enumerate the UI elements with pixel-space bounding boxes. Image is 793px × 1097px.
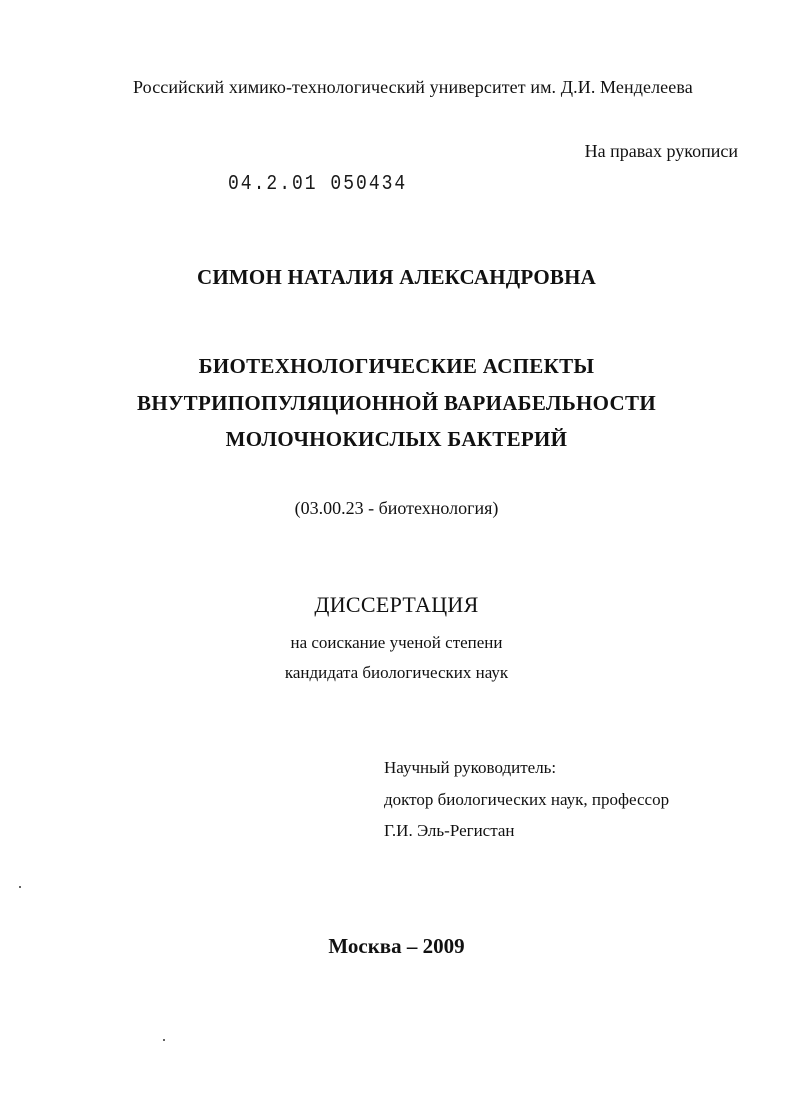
city-year: Москва – 2009 bbox=[328, 934, 465, 958]
thesis-title-line-1: БИОТЕХНОЛОГИЧЕСКИЕ АСПЕКТЫ bbox=[198, 354, 595, 378]
thesis-title-line-2: ВНУТРИПОПУЛЯЦИОННОЙ ВАРИАБЕЛЬНОСТИ bbox=[137, 391, 656, 415]
university-name: Российский химико-технологический университет им. Д.И. Менделеева bbox=[133, 77, 693, 97]
registration-number-stamp: 04.2.01 050434 bbox=[228, 172, 408, 196]
degree-line-1: на соискание ученой степени bbox=[290, 633, 503, 652]
supervisor-name: Г.И. Эль-Регистан bbox=[384, 821, 515, 840]
supervisor-label: Научный руководитель: bbox=[384, 758, 557, 777]
scan-speck bbox=[19, 886, 21, 888]
document-type: ДИССЕРТАЦИЯ bbox=[314, 592, 479, 617]
author-name: СИМОН НАТАЛИЯ АЛЕКСАНДРОВНА bbox=[197, 265, 596, 289]
thesis-title-line-3: МОЛОЧНОКИСЛЫХ БАКТЕРИЙ bbox=[225, 427, 568, 451]
specialty-code: (03.00.23 - биотехнология) bbox=[294, 498, 499, 518]
degree-line-2: кандидата биологических наук bbox=[284, 663, 509, 682]
supervisor-credentials: доктор биологических наук, профессор bbox=[384, 790, 670, 809]
manuscript-rights-note: На правах рукописи bbox=[584, 141, 738, 161]
scan-speck bbox=[163, 1039, 165, 1041]
